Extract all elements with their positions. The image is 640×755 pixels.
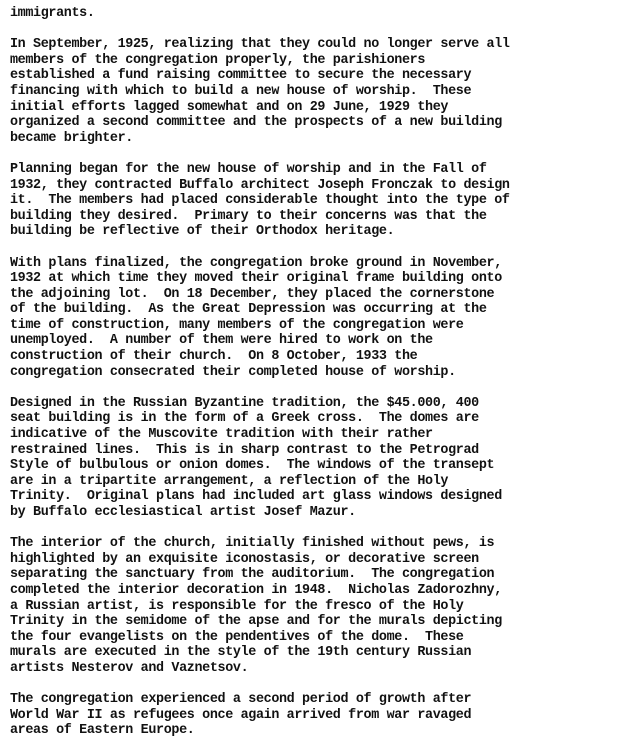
- document-page: [10, 6, 636, 755]
- text-line: In September, 1925, realizing that they could no longer serve all: [10, 37, 510, 53]
- text-line: financing with which to build a new house of worship. These: [10, 83, 472, 99]
- paragraph-plans-finalized: [10, 256, 636, 381]
- text-line: seat building is in the form of a Greek cross. The domes are: [10, 411, 479, 427]
- text-line: it. The members had placed considerable thought into the type of: [10, 193, 510, 209]
- text-line: Trinity. Original plans had included art glass windows designed: [10, 489, 502, 505]
- text-line: murals are executed in the style of the 19th century Russian: [10, 645, 472, 661]
- text-line: a Russian artist, is responsible for the fresco of the Holy: [10, 598, 464, 614]
- text-line: Trinity in the semidome of the apse and for the murals depicting: [10, 614, 502, 630]
- text-line: unemployed. A number of them were hired to work on the: [10, 333, 433, 349]
- text-line: artists Nesterov and Vaznetsov.: [10, 660, 249, 676]
- text-line: restrained lines. This is in sharp contrast to the Petrograd: [10, 442, 479, 458]
- text-line: construction of their church. On 8 October, 1933 the: [10, 349, 418, 365]
- text-line: are in a tripartite arrangement, a reflection of the Holy: [10, 473, 449, 489]
- text-line: World War II as refugees once again arrived from war ravaged: [10, 707, 472, 723]
- paragraph-interior: [10, 536, 636, 676]
- paragraph-design: [10, 396, 636, 521]
- text-line: the adjoining lot. On 18 December, they placed the cornerstone: [10, 286, 495, 302]
- text-line: Designed in the Russian Byzantine tradition, the $45.000, 400: [10, 395, 479, 411]
- text-line: The interior of the church, initially finished without pews, is: [10, 536, 495, 552]
- text-line: indicative of the Muscovite tradition with their rather: [10, 427, 433, 443]
- text-line: organized a second committee and the prospects of a new building: [10, 115, 502, 131]
- text-line: Planning began for the new house of worship and in the Fall of: [10, 161, 487, 177]
- text-line: of the building. As the Great Depression was occurring at the: [10, 302, 487, 318]
- text-line: The congregation experienced a second period of growth after: [10, 692, 472, 708]
- text-line: became brighter.: [10, 130, 133, 146]
- text-line: time of construction, many members of the congregation were: [10, 317, 464, 333]
- paragraph-planning: [10, 162, 636, 240]
- text-line: With plans finalized, the congregation broke ground in November,: [10, 255, 502, 271]
- text-line: building they desired. Primary to their concerns was that the: [10, 208, 487, 224]
- text-line: congregation consecrated their completed house of worship.: [10, 364, 456, 380]
- text-line: 1932, they contracted Buffalo architect Joseph Fronczak to design: [10, 177, 510, 193]
- text-line: areas of Eastern Europe.: [10, 723, 195, 739]
- text-line: the four evangelists on the pendentives of the dome. These: [10, 629, 464, 645]
- text-line: 1932 at which time they moved their original frame building onto: [10, 271, 502, 287]
- paragraph-second-growth: [10, 692, 636, 739]
- text-line: highlighted by an exquisite iconostasis, or decorative screen: [10, 551, 479, 567]
- paragraph-september-1925: [10, 37, 636, 146]
- text-line: initial efforts lagged somewhat and on 29 June, 1929 they: [10, 99, 449, 115]
- text-line: established a fund raising committee to secure the necessary: [10, 68, 472, 84]
- text-line: members of the congregation properly, the parishioners: [10, 52, 426, 68]
- text-line: by Buffalo ecclesiastical artist Josef Mazur.: [10, 505, 356, 520]
- text-line: immigrants.: [10, 6, 95, 21]
- text-line: Style of bulbulous or onion domes. The windows of the transept: [10, 458, 495, 474]
- paragraph-immigrants: [10, 6, 636, 22]
- text-line: separating the sanctuary from the auditorium. The congregation: [10, 567, 495, 583]
- text-line: completed the interior decoration in 1948. Nicholas Zadorozhny,: [10, 582, 502, 598]
- text-line: building be reflective of their Orthodox heritage.: [10, 224, 395, 240]
